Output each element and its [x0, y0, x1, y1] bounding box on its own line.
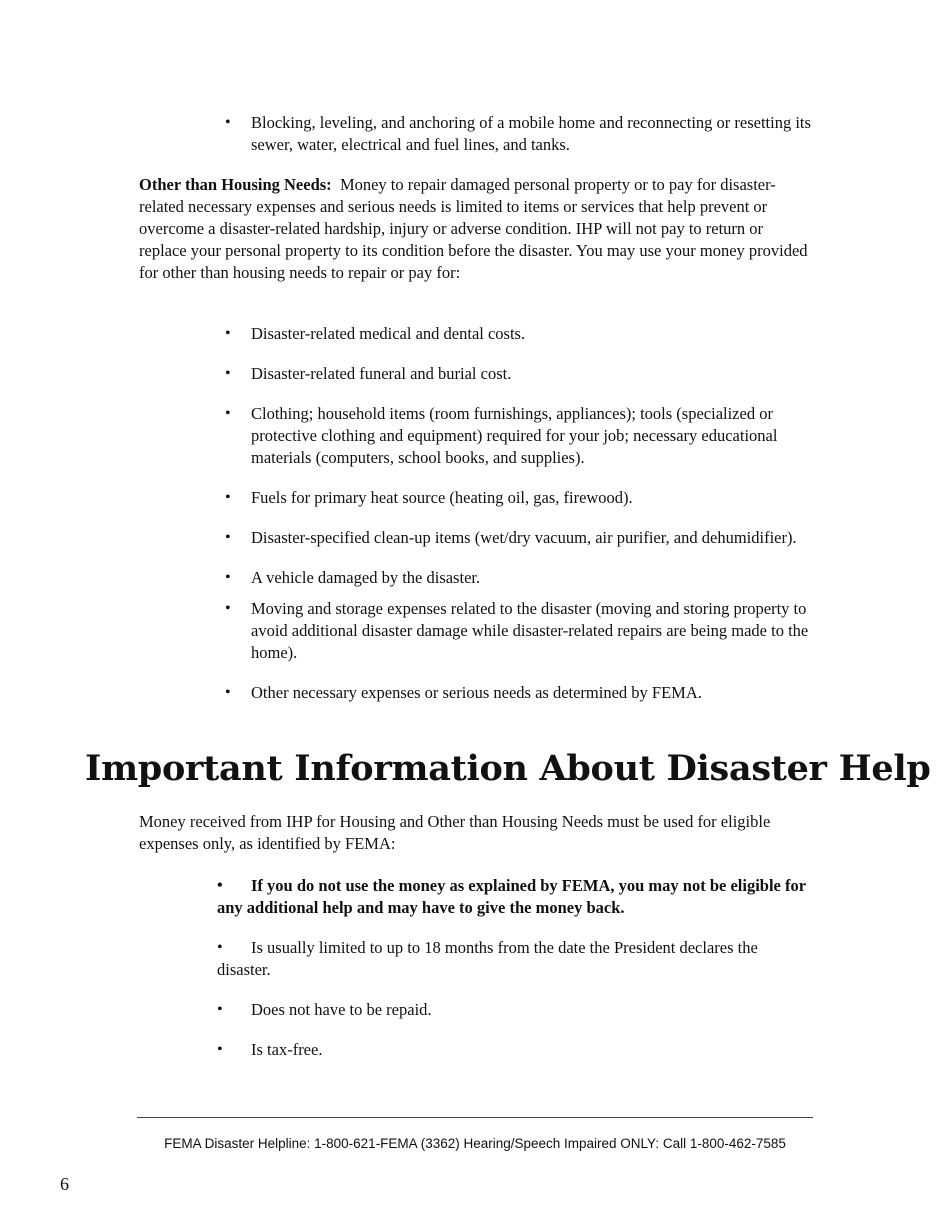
list-item: [225, 323, 816, 345]
list-item-text: Disaster-specified clean-up items (wet/dry vacuum, air purifier, and dehumidifier).: [251, 528, 797, 547]
list-item-text: Moving and storage expenses related to the disaster (moving and storing property to avoid additional disaster damage while disaster-related repairs are being made to the home).: [251, 599, 809, 662]
housing-bullet-list: [225, 112, 816, 156]
list-item: [225, 487, 816, 509]
footer-divider: [137, 1117, 813, 1118]
list-item: [225, 598, 816, 664]
other-needs-bullet-list: [225, 323, 816, 722]
list-item: [225, 363, 816, 385]
footer-helpline: FEMA Disaster Helpline: 1-800-621-FEMA (3362) Hearing/Speech Impaired ONLY: Call 1-800-462-7585: [164, 1136, 786, 1151]
bullet-icon: •: [225, 365, 231, 382]
list-item-text: Fuels for primary heat source (heating oil, gas, firewood).: [251, 488, 633, 507]
list-item-text: Disaster-related medical and dental costs.: [251, 324, 526, 343]
list-item: [225, 112, 816, 156]
bullet-icon: •: [217, 1001, 223, 1018]
list-item: [217, 1039, 812, 1061]
other-needs-paragraph: [139, 174, 809, 284]
other-needs-text: Money to repair damaged personal property or to pay for disaster-related necessary expenses and serious needs is limited to items or services that help prevent or overcome a disaster-related hardship, injury or adverse condition. IHP will not pay to return or replace your personal property to its condition before the disaster. You may use your money provided for other than housing needs to repair or pay for:: [139, 175, 808, 282]
list-item: [225, 527, 816, 549]
bullet-icon: •: [217, 877, 223, 894]
bullet-icon: •: [225, 600, 231, 617]
bullet-icon: •: [225, 489, 231, 506]
disaster-help-bullet-list: [217, 875, 812, 1079]
list-item: [217, 937, 812, 981]
list-item-text: Blocking, leveling, and anchoring of a mobile home and reconnecting or resetting its sewer, water, electrical and fuel lines, and tanks.: [251, 113, 811, 154]
list-item: [225, 682, 816, 704]
bullet-icon: •: [217, 1041, 223, 1058]
bullet-icon: •: [225, 405, 231, 422]
list-item-text: Other necessary expenses or serious needs as determined by FEMA.: [251, 683, 702, 702]
list-item: [225, 567, 816, 589]
page-number: 6: [60, 1174, 69, 1194]
list-item-text: If you do not use the money as explained by FEMA, you may not be eligible for any additional help and may have to give the money back.: [217, 876, 806, 917]
bullet-icon: •: [225, 569, 231, 586]
list-item: [217, 875, 812, 919]
list-item-text: Disaster-related funeral and burial cost.: [251, 364, 512, 383]
list-item: [225, 403, 816, 469]
list-item: [217, 999, 812, 1021]
list-item-text: Is tax-free.: [251, 1040, 323, 1059]
list-item-text: A vehicle damaged by the disaster.: [251, 568, 481, 587]
list-item-text: Clothing; household items (room furnishings, appliances); tools (specialized or protective clothing and equipment) required for your job; necessary educational materials (computers, school books, and supplies).: [251, 404, 778, 467]
bullet-icon: •: [225, 325, 231, 342]
other-needs-label: Other than Housing Needs:: [139, 175, 332, 194]
bullet-icon: •: [225, 529, 231, 546]
section-heading: Important Information About Disaster Help: [85, 748, 931, 789]
bullet-icon: •: [225, 684, 231, 701]
list-item-text: Does not have to be repaid.: [251, 1000, 432, 1019]
section-intro: Money received from IHP for Housing and Other than Housing Needs must be used for eligible expenses only, as identified by FEMA:: [139, 812, 771, 853]
list-item-text: Is usually limited to up to 18 months from the date the President declares the disaster.: [217, 938, 758, 979]
bullet-icon: •: [225, 114, 231, 131]
bullet-icon: •: [217, 939, 223, 956]
